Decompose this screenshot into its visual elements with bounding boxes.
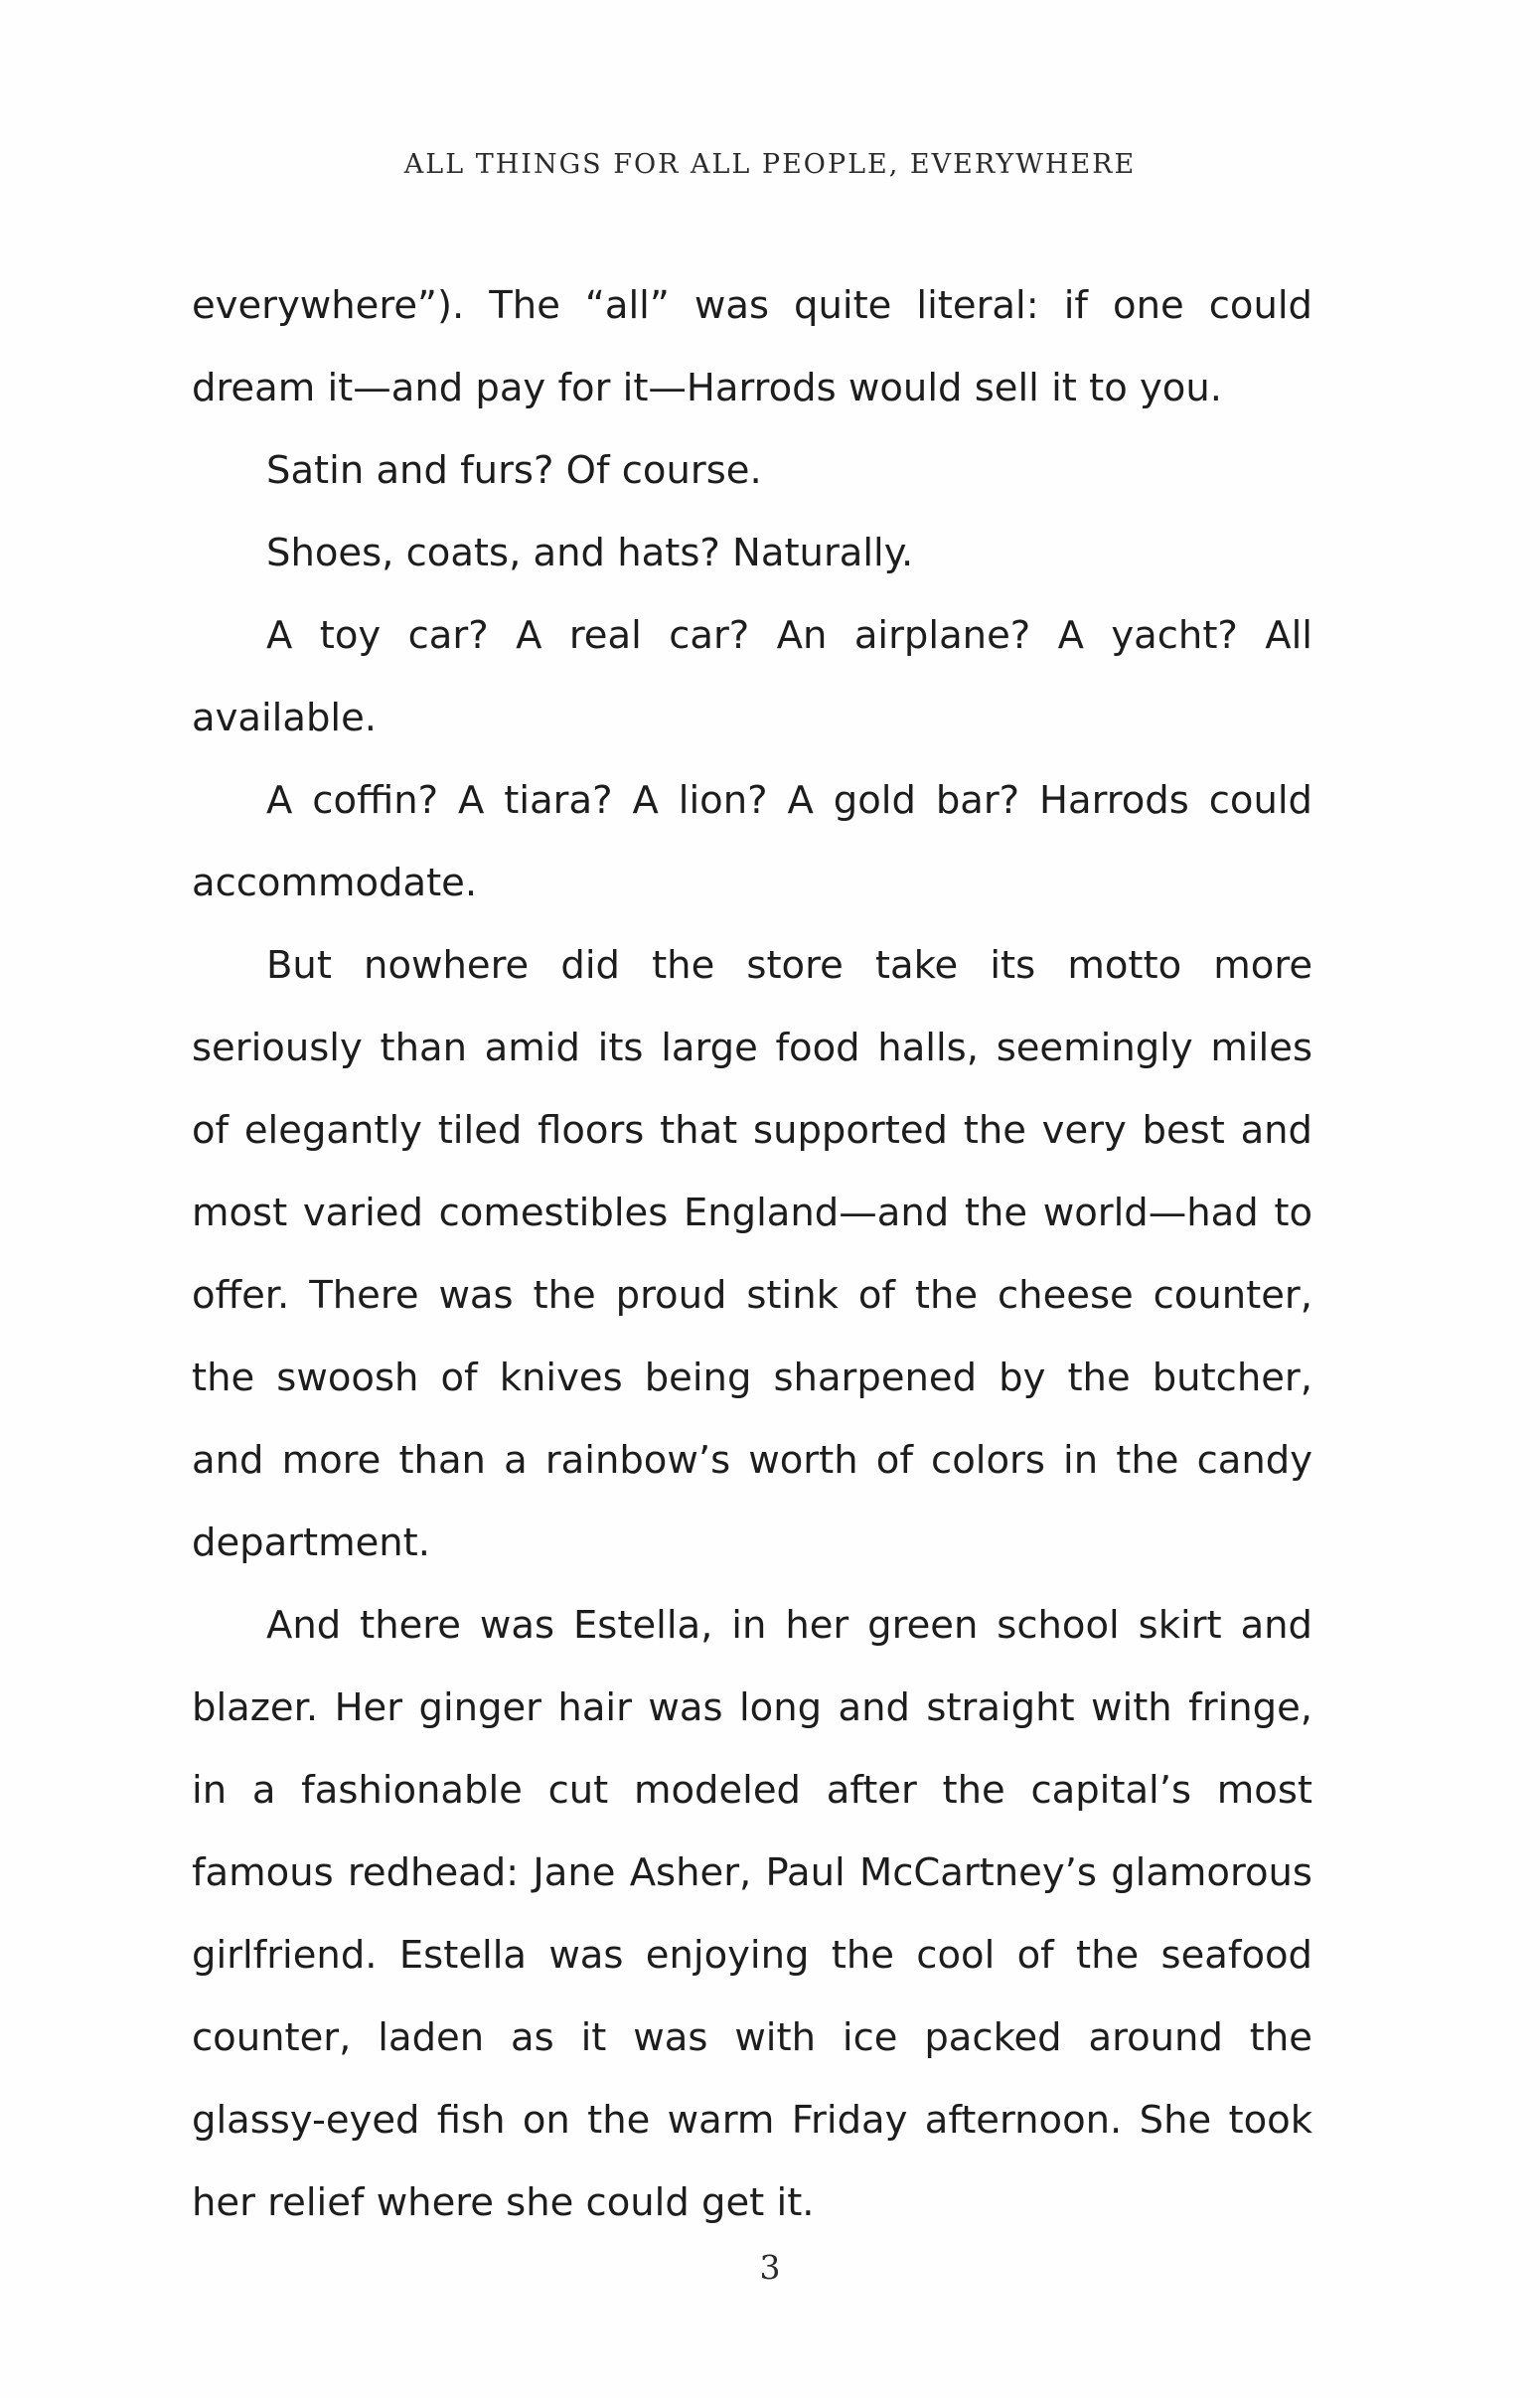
paragraph: Satin and furs? Of course.: [266, 448, 762, 493]
paragraph: A coffin? A tiara? A lion? A gold bar? Harrods could accommodate.: [192, 778, 1312, 905]
paragraph: And there was Estella, in her green school skirt and blazer. Her ginger hair was long and straight with fringe, in a fashionable cut modeled after the capital’s most famous redhead: Jane Asher, Paul McCartney’s glamorous girlfriend. Estella was enjoying the cool of the seafood counter, laden as it was with ice packed around the glassy-eyed fish on the warm Friday afternoon. She took her relief where she could get it.: [192, 1603, 1312, 2225]
paragraph: Shoes, coats, and hats? Naturally.: [266, 531, 914, 575]
running-head: ALL THINGS FOR ALL PEOPLE, EVERYWHERE: [403, 149, 1137, 180]
paragraph: everywhere”). The “all” was quite literal: if one could dream it—and pay for it—Harrods would sell it to you.: [192, 283, 1312, 410]
paragraph: A toy car? A real car? An airplane? A yacht? All available.: [192, 613, 1312, 740]
page-number: 3: [759, 2248, 781, 2287]
paragraph: But nowhere did the store take its motto more seriously than amid its large food halls, seemingly miles of elegantly tiled floors that supported the very best and most varied comestibles England—and the world—had to offer. There was the proud stink of the cheese counter, the swoosh of knives being sharpened by the butcher, and more than a rainbow’s worth of colors in the candy department.: [192, 943, 1312, 1565]
body-text: [192, 264, 1312, 2244]
